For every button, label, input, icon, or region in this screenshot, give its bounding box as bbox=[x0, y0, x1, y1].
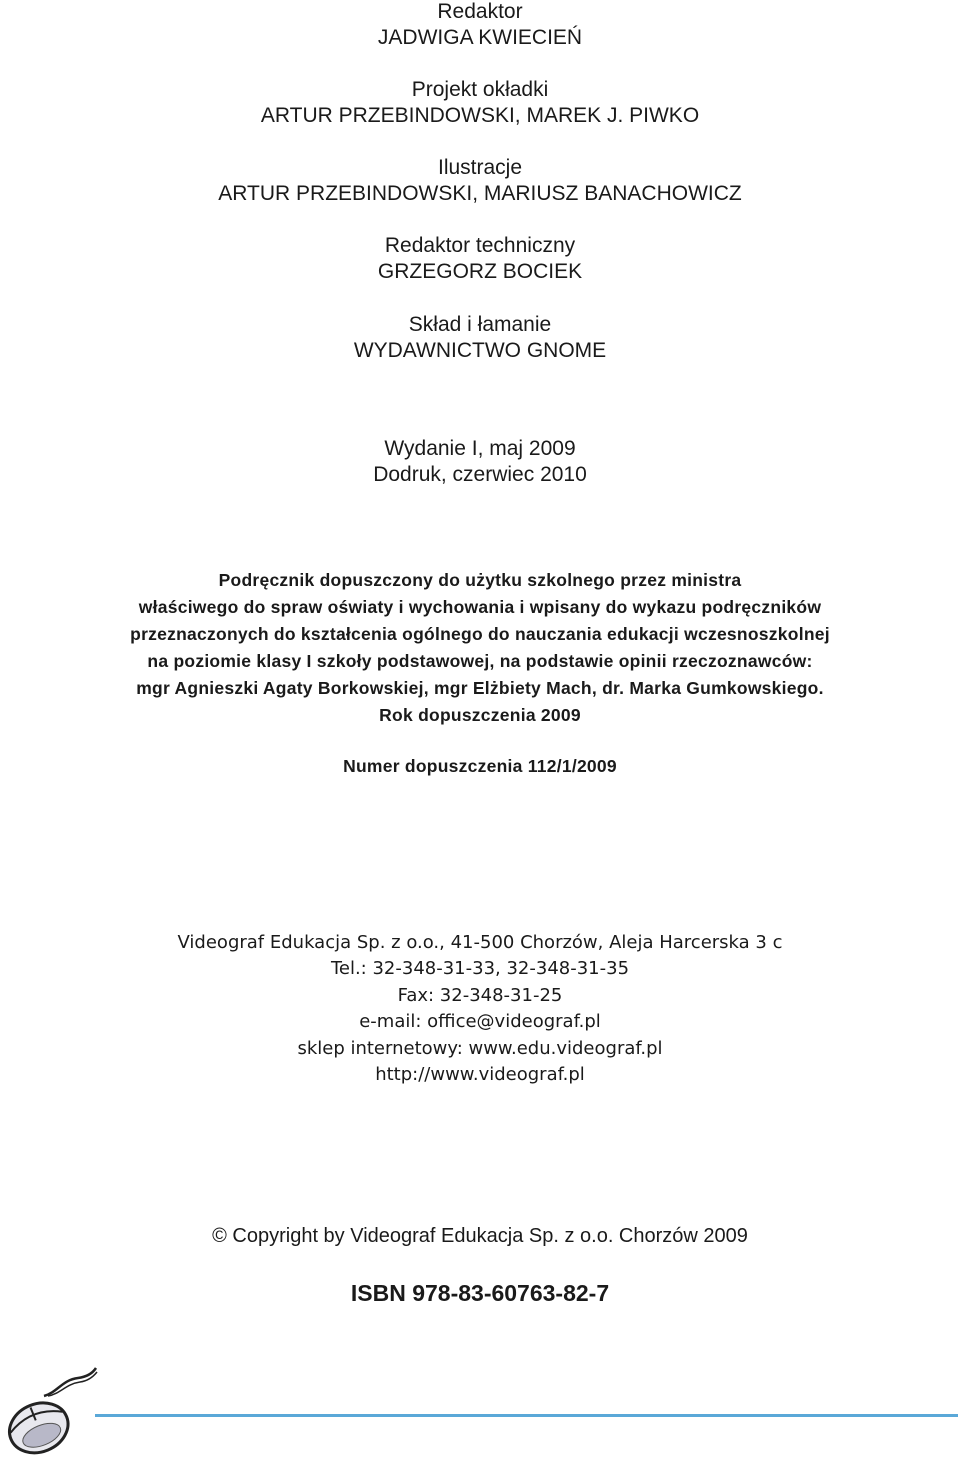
edition-reprint: Dodruk, czerwiec 2010 bbox=[373, 463, 587, 486]
computer-mouse-icon bbox=[0, 1366, 100, 1462]
publisher-tel: Tel.: 32-348-31-33, 32-348-31-35 bbox=[330, 958, 630, 979]
credit-name-illustrations: ARTUR PRZEBINDOWSKI, MARIUSZ BANACHOWICZ bbox=[218, 182, 742, 205]
credit-role-technical-editor: Redaktor techniczny bbox=[384, 234, 576, 257]
credit-name-technical-editor: GRZEGORZ BOCIEK bbox=[377, 260, 583, 283]
edition-first: Wydanie I, maj 2009 bbox=[384, 437, 576, 460]
credit-role-cover: Projekt okładki bbox=[411, 78, 549, 101]
approval-line: przeznaczonych do kształcenia ogólnego do nauczania edukacji wczesnoszkolnej bbox=[130, 624, 830, 644]
credit-name-typesetting: WYDAWNICTWO GNOME bbox=[353, 339, 607, 362]
footer-rule bbox=[95, 1414, 958, 1417]
approval-year: Rok dopuszczenia 2009 bbox=[379, 705, 581, 725]
approval-line: Podręcznik dopuszczony do użytku szkolnego przez ministra bbox=[218, 570, 742, 590]
credit-name-cover: ARTUR PRZEBINDOWSKI, MAREK J. PIWKO bbox=[260, 104, 700, 127]
isbn-number: ISBN 978-83-60763-82-7 bbox=[350, 1280, 610, 1306]
credit-role-editor: Redaktor bbox=[437, 0, 523, 23]
approval-line: mgr Agnieszki Agaty Borkowskiej, mgr Elżbiety Mach, dr. Marka Gumkowskiego. bbox=[136, 678, 824, 698]
publisher-address: Videograf Edukacja Sp. z o.o., 41-500 Chorzów, Aleja Harcerska 3 c bbox=[177, 932, 783, 953]
publisher-fax: Fax: 32-348-31-25 bbox=[397, 985, 563, 1006]
credit-role-typesetting: Skład i łamanie bbox=[408, 313, 552, 336]
credit-name-editor: JADWIGA KWIECIEŃ bbox=[377, 26, 583, 49]
publisher-website: http://www.videograf.pl bbox=[375, 1064, 585, 1085]
approval-line: właściwego do spraw oświaty i wychowania i wpisany do wykazu podręczników bbox=[138, 597, 822, 617]
approval-number: Numer dopuszczenia 112/1/2009 bbox=[343, 756, 617, 776]
copyright-notice: © Copyright by Videograf Edukacja Sp. z o.o. Chorzów 2009 bbox=[212, 1225, 748, 1247]
approval-line: na poziomie klasy I szkoły podstawowej, na podstawie opinii rzeczoznawców: bbox=[147, 651, 813, 671]
publisher-email: e-mail: office@videograf.pl bbox=[359, 1011, 601, 1032]
publisher-shop-url: sklep internetowy: www.edu.videograf.pl bbox=[297, 1038, 663, 1059]
credit-role-illustrations: Ilustracje bbox=[437, 156, 523, 179]
